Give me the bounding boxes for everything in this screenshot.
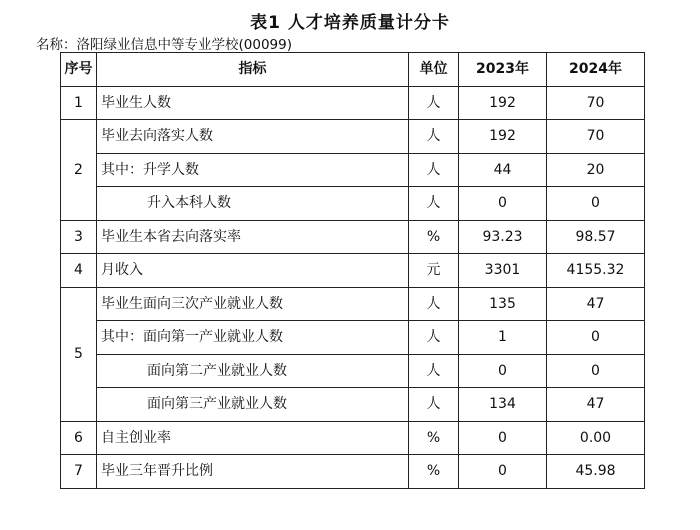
- row-value-2023: 0: [459, 187, 547, 221]
- row-value-2023: 192: [459, 120, 547, 154]
- header-2024: 2024年: [547, 53, 645, 87]
- row-indicator: 其中：升学人数: [97, 153, 409, 187]
- row-indicator: 毕业生本省去向落实率: [97, 220, 409, 254]
- row-unit: 人: [409, 153, 459, 187]
- table-row: [61, 120, 645, 154]
- header-2023: 2023年: [459, 53, 547, 87]
- row-seq: 6: [61, 421, 97, 455]
- row-unit: 人: [409, 187, 459, 221]
- row-value-2023: 44: [459, 153, 547, 187]
- row-value-2023: 93.23: [459, 220, 547, 254]
- row-value-2024: 0.00: [547, 421, 645, 455]
- row-value-2024: 70: [547, 120, 645, 154]
- table-row: [61, 187, 645, 221]
- row-value-2023: 0: [459, 455, 547, 489]
- row-indicator: 自主创业率: [97, 421, 409, 455]
- row-unit: %: [409, 455, 459, 489]
- row-value-2024: 47: [547, 287, 645, 321]
- table-row: [61, 153, 645, 187]
- header-row: [61, 53, 645, 87]
- row-value-2024: 20: [547, 153, 645, 187]
- row-value-2024: 4155.32: [547, 254, 645, 288]
- table-title: 表1 人才培养质量计分卡: [250, 13, 450, 33]
- row-unit: 人: [409, 388, 459, 422]
- row-unit: %: [409, 421, 459, 455]
- row-value-2023: 0: [459, 354, 547, 388]
- row-seq: 3: [61, 220, 97, 254]
- table-row: [61, 455, 645, 489]
- row-value-2023: 135: [459, 287, 547, 321]
- header-seq: 序号: [61, 53, 97, 87]
- row-indicator: 面向第三产业就业人数: [97, 388, 409, 422]
- row-unit: 人: [409, 120, 459, 154]
- table-row: [61, 220, 645, 254]
- table-row: [61, 287, 645, 321]
- row-value-2023: 0: [459, 421, 547, 455]
- row-indicator: 升入本科人数: [97, 187, 409, 221]
- row-unit: 人: [409, 86, 459, 120]
- row-value-2024: 98.57: [547, 220, 645, 254]
- row-value-2024: 47: [547, 388, 645, 422]
- row-value-2024: 0: [547, 321, 645, 355]
- header-indicator: 指标: [97, 53, 409, 87]
- row-value-2023: 3301: [459, 254, 547, 288]
- table-row: [61, 86, 645, 120]
- header-unit: 单位: [409, 53, 459, 87]
- row-indicator: 毕业去向落实人数: [97, 120, 409, 154]
- table-row: [61, 254, 645, 288]
- table-row: [61, 388, 645, 422]
- row-seq: 1: [61, 86, 97, 120]
- table-row: [61, 421, 645, 455]
- row-value-2023: 134: [459, 388, 547, 422]
- row-indicator: 面向第二产业就业人数: [97, 354, 409, 388]
- row-value-2023: 1: [459, 321, 547, 355]
- row-unit: 人: [409, 354, 459, 388]
- row-indicator: 毕业生面向三次产业就业人数: [97, 287, 409, 321]
- row-unit: 人: [409, 321, 459, 355]
- row-value-2023: 192: [459, 86, 547, 120]
- row-value-2024: 45.98: [547, 455, 645, 489]
- row-value-2024: 70: [547, 86, 645, 120]
- row-seq: 7: [61, 455, 97, 489]
- table-row: [61, 354, 645, 388]
- school-name: 名称：洛阳绿业信息中等专业学校(00099): [36, 37, 292, 53]
- row-indicator: 毕业三年晋升比例: [97, 455, 409, 489]
- row-unit: 人: [409, 287, 459, 321]
- row-seq: 2: [61, 120, 97, 221]
- row-unit: %: [409, 220, 459, 254]
- table-row: [61, 321, 645, 355]
- row-indicator: 毕业生人数: [97, 86, 409, 120]
- row-seq: 4: [61, 254, 97, 288]
- scorecard-table: [60, 52, 645, 489]
- row-value-2024: 0: [547, 354, 645, 388]
- row-value-2024: 0: [547, 187, 645, 221]
- row-unit: 元: [409, 254, 459, 288]
- row-indicator: 月收入: [97, 254, 409, 288]
- row-seq: 5: [61, 287, 97, 421]
- row-indicator: 其中：面向第一产业就业人数: [97, 321, 409, 355]
